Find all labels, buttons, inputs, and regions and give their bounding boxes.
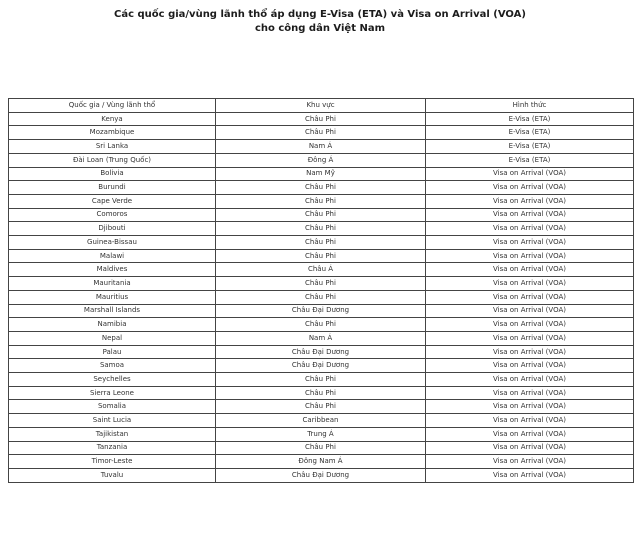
table-row — [9, 167, 634, 181]
cell-country: Palau — [9, 345, 216, 359]
column-header-region: Khu vực — [216, 99, 426, 113]
cell-visa-type: E-Visa (ETA) — [426, 153, 634, 167]
page-title-line-2: cho công dân Việt Nam — [254, 22, 386, 34]
table-row — [9, 331, 634, 345]
cell-visa-type: Visa on Arrival (VOA) — [426, 414, 634, 428]
cell-region: Châu Đại Dương — [216, 304, 426, 318]
cell-visa-type: Visa on Arrival (VOA) — [426, 208, 634, 222]
table-row — [9, 277, 634, 291]
cell-visa-type: E-Visa (ETA) — [426, 140, 634, 154]
table-row — [9, 263, 634, 277]
table-row — [9, 208, 634, 222]
cell-visa-type: Visa on Arrival (VOA) — [426, 181, 634, 195]
table-row — [9, 126, 634, 140]
cell-country: Kenya — [9, 112, 216, 126]
cell-country: Marshall Islands — [9, 304, 216, 318]
cell-visa-type: Visa on Arrival (VOA) — [426, 455, 634, 469]
cell-region: Nam Á — [216, 331, 426, 345]
cell-country: Comoros — [9, 208, 216, 222]
cell-country: Tajikistan — [9, 427, 216, 441]
table-row — [9, 427, 634, 441]
cell-region: Châu Phi — [216, 194, 426, 208]
cell-visa-type: Visa on Arrival (VOA) — [426, 236, 634, 250]
cell-region: Đông Á — [216, 153, 426, 167]
cell-country: Djibouti — [9, 222, 216, 236]
table-row — [9, 140, 634, 154]
table-row — [9, 386, 634, 400]
cell-visa-type: Visa on Arrival (VOA) — [426, 290, 634, 304]
cell-country: Mozambique — [9, 126, 216, 140]
page-title-line-1: Các quốc gia/vùng lãnh thổ áp dụng E-Visa (ETA) và Visa on Arrival (VOA) — [114, 9, 526, 20]
cell-country: Sri Lanka — [9, 140, 216, 154]
cell-visa-type: Visa on Arrival (VOA) — [426, 222, 634, 236]
cell-region: Châu Đại Dương — [216, 345, 426, 359]
cell-visa-type: Visa on Arrival (VOA) — [426, 427, 634, 441]
cell-visa-type: Visa on Arrival (VOA) — [426, 249, 634, 263]
cell-region: Châu Phi — [216, 441, 426, 455]
cell-country: Sierra Leone — [9, 386, 216, 400]
cell-visa-type: Visa on Arrival (VOA) — [426, 304, 634, 318]
cell-country: Saint Lucia — [9, 414, 216, 428]
table-row — [9, 468, 634, 482]
table-row — [9, 359, 634, 373]
table-row — [9, 236, 634, 250]
cell-region: Châu Phi — [216, 236, 426, 250]
cell-visa-type: E-Visa (ETA) — [426, 126, 634, 140]
table-row — [9, 181, 634, 195]
cell-visa-type: Visa on Arrival (VOA) — [426, 167, 634, 181]
cell-country: Seychelles — [9, 373, 216, 387]
table-row — [9, 222, 634, 236]
table-row — [9, 112, 634, 126]
table-body — [9, 112, 634, 482]
page-title — [0, 8, 640, 35]
cell-visa-type: Visa on Arrival (VOA) — [426, 263, 634, 277]
cell-country: Nepal — [9, 331, 216, 345]
cell-country: Tanzania — [9, 441, 216, 455]
cell-region: Châu Phi — [216, 208, 426, 222]
cell-region: Châu Đại Dương — [216, 468, 426, 482]
cell-visa-type: Visa on Arrival (VOA) — [426, 373, 634, 387]
cell-country: Malawi — [9, 249, 216, 263]
table-row — [9, 455, 634, 469]
table-row — [9, 400, 634, 414]
cell-region: Châu Phi — [216, 112, 426, 126]
cell-country: Namibia — [9, 318, 216, 332]
cell-visa-type: E-Visa (ETA) — [426, 112, 634, 126]
cell-visa-type: Visa on Arrival (VOA) — [426, 386, 634, 400]
cell-region: Châu Phi — [216, 126, 426, 140]
cell-country: Timor-Leste — [9, 455, 216, 469]
cell-region: Châu Phi — [216, 277, 426, 291]
table-header — [9, 99, 634, 113]
cell-visa-type: Visa on Arrival (VOA) — [426, 468, 634, 482]
column-header-visa-type: Hình thức — [426, 99, 634, 113]
cell-country: Guinea-Bissau — [9, 236, 216, 250]
cell-visa-type: Visa on Arrival (VOA) — [426, 277, 634, 291]
cell-region: Châu Phi — [216, 373, 426, 387]
visa-table — [8, 98, 634, 483]
table-row — [9, 249, 634, 263]
cell-country: Burundi — [9, 181, 216, 195]
cell-region: Châu Á — [216, 263, 426, 277]
cell-country: Bolivia — [9, 167, 216, 181]
table-row — [9, 153, 634, 167]
table-row — [9, 373, 634, 387]
cell-country: Maldives — [9, 263, 216, 277]
cell-region: Châu Phi — [216, 181, 426, 195]
cell-region: Caribbean — [216, 414, 426, 428]
cell-country: Mauritius — [9, 290, 216, 304]
cell-visa-type: Visa on Arrival (VOA) — [426, 359, 634, 373]
cell-visa-type: Visa on Arrival (VOA) — [426, 331, 634, 345]
table-row — [9, 345, 634, 359]
cell-country: Cape Verde — [9, 194, 216, 208]
cell-region: Châu Phi — [216, 249, 426, 263]
cell-region: Châu Phi — [216, 400, 426, 414]
cell-region: Châu Phi — [216, 386, 426, 400]
cell-country: Mauritania — [9, 277, 216, 291]
cell-region: Châu Đại Dương — [216, 359, 426, 373]
header-row — [9, 99, 634, 113]
cell-region: Nam Mỹ — [216, 167, 426, 181]
cell-visa-type: Visa on Arrival (VOA) — [426, 441, 634, 455]
table-row — [9, 318, 634, 332]
cell-visa-type: Visa on Arrival (VOA) — [426, 194, 634, 208]
table-row — [9, 290, 634, 304]
cell-region: Châu Phi — [216, 222, 426, 236]
cell-country: Somalia — [9, 400, 216, 414]
table-row — [9, 194, 634, 208]
cell-visa-type: Visa on Arrival (VOA) — [426, 400, 634, 414]
table-row — [9, 414, 634, 428]
column-header-country: Quốc gia / Vùng lãnh thổ — [9, 99, 216, 113]
cell-visa-type: Visa on Arrival (VOA) — [426, 345, 634, 359]
cell-region: Trung Á — [216, 427, 426, 441]
cell-region: Châu Phi — [216, 318, 426, 332]
cell-visa-type: Visa on Arrival (VOA) — [426, 318, 634, 332]
cell-country: Samoa — [9, 359, 216, 373]
cell-country: Tuvalu — [9, 468, 216, 482]
cell-country: Đài Loan (Trung Quốc) — [9, 153, 216, 167]
table-row — [9, 441, 634, 455]
cell-region: Châu Phi — [216, 290, 426, 304]
cell-region: Đông Nam Á — [216, 455, 426, 469]
cell-region: Nam Á — [216, 140, 426, 154]
table-row — [9, 304, 634, 318]
